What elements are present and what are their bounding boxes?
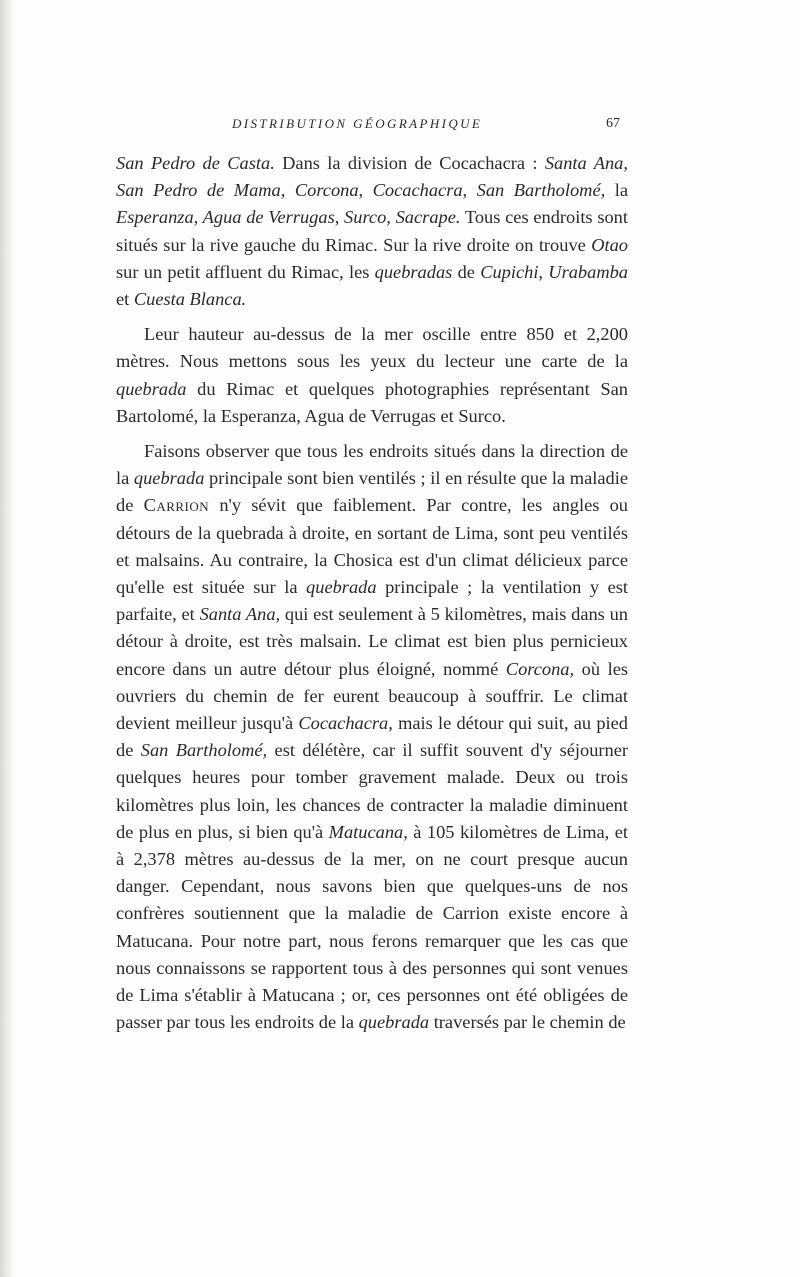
text-span: et [116,289,134,310]
text-italic: Santa Ana, [199,604,281,625]
text-span: principale sont bien ventilés ; il en résulte que la maladie de [116,468,628,516]
author-name-smallcaps: Carrion [143,495,210,516]
text-span: Leur hauteur au-dessus de la mer oscille entre 850 et 2,200 mètres. Nous mettons sous les yeux du lecteur une carte de la [116,324,628,372]
text-span: Tous ces endroits sont situés sur la rive gauche du Rimac. Sur la rive droite on trouve [116,207,628,255]
text-italic: San Bartholomé, [140,740,268,761]
page-header [116,116,628,142]
text-italic: quebrada [358,1012,430,1033]
text-span: du Rimac et quelques photographies représentant San Bartolomé, la Esperanza, Agua de Verrugas et Surco. [116,378,628,426]
text-span: la [605,180,628,201]
text-italic: Cuesta Blanca. [133,289,247,310]
text-span: mais le détour qui suit, au pied de [116,713,628,761]
body-text [116,150,628,1037]
text-italic: Cocachacra, [298,713,393,734]
paragraph-1 [116,150,628,313]
page-number: 67 [606,116,620,131]
text-span: n'y sévit que faiblement. Par contre, les angles ou détours de la quebrada à droite, en sortant de Lima, sont peu ventilés et malsains. Au contraire, la Chosica est d'un climat délicieux parce qu'elle est située sur la [116,495,628,598]
text-span: principale ; la ventilation y est parfaite, et [116,577,628,625]
text-italic: quebrada [306,577,377,598]
paragraph-2 [116,321,628,430]
text-span: est délétère, car il suffit souvent d'y séjourner quelques heures pour tomber gravement malade. Deux ou trois kilomètres plus loin, les chances de contracter la maladie diminuent de plus en plus, si bien qu'à [116,740,628,842]
page-gutter-shadow [0,0,14,1277]
text-span: Dans la division de Cocachacra : [274,153,545,173]
paragraph-3 [116,438,628,1036]
text-italic: Cupichi, Urabamba [480,261,628,282]
text-span: à 105 kilomètres de Lima, et à 2,378 mètres au-dessus de la mer, on ne court presque aucun danger. Cependant, nous savons bien que quelques-uns de nos confrères soutiennent que la maladie de Carrion existe encore à Matucana. Pour notre part, nous ferons remarquer que les cas que nous connaissons se rapportent tous à des personnes qui sont venues de Lima s'établir à Matucana ; or, ces personnes ont été obligées de passer par tous les endroits de la [116,821,628,1033]
text-italic: San Pedro de Casta. [116,153,275,173]
text-span: qui est seulement à 5 kilomètres, mais dans un détour à droite, est très malsain. Le climat est bien plus pernicieux encore dans un autre détour plus éloigné, nommé [116,604,628,679]
text-italic: Esperanza, Agua de Verrugas, Surco, Sacrape. [116,207,461,228]
text-span: où les ouvriers du chemin de fer eurent beaucoup à souffrir. Le climat devient meilleur jusqu'à [116,658,629,734]
text-span: Faisons observer que tous les endroits situés dans la direction de la [116,441,628,489]
text-italic: Santa Ana, San Pedro de Mama, Corcona, Cocachacra, San Bartholomé, [116,153,628,201]
text-span: traversés par le chemin de [429,1012,626,1033]
text-italic: quebrada [133,468,205,489]
text-italic: Matucana, [328,821,408,842]
text-italic: quebrada [116,378,187,399]
running-head: DISTRIBUTION GÉOGRAPHIQUE [232,116,483,131]
text-italic: Corcona, [505,658,575,679]
text-italic: Otao [591,234,628,255]
text-span: de [452,261,481,282]
text-span: sur un petit affluent du Rimac, les [116,261,375,282]
text-italic: quebradas [374,261,453,282]
